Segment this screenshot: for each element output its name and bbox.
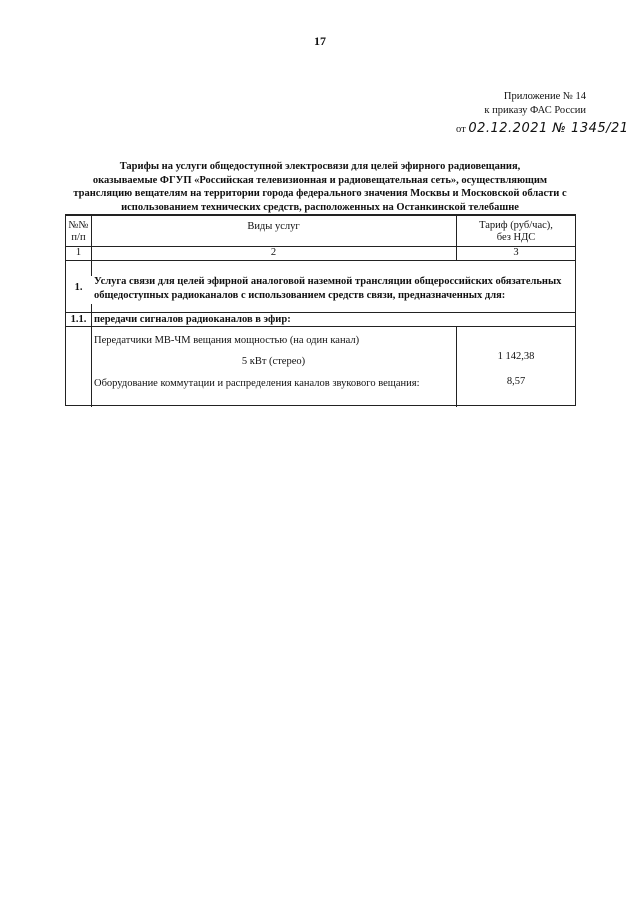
transmitters-label: Передатчики МВ-ЧМ вещания мощностью (на один канал) [94, 335, 360, 346]
appendix-block [456, 90, 629, 137]
table-divider [66, 260, 575, 261]
subsection-number: 1.1. [70, 314, 87, 325]
section-number: 1. [74, 282, 83, 293]
col-number-2: 2 [270, 247, 277, 258]
document-title [60, 160, 580, 214]
appendix-title: Приложение № 14 [503, 91, 586, 102]
tariff-table [65, 214, 576, 406]
table-divider [66, 326, 575, 327]
handwritten-reference: 02.12.2021 № 1345/21 [468, 121, 629, 136]
col-number-3: 3 [513, 247, 519, 258]
title-line-2: оказываемые ФГУП «Российская телевизионная и радиовещательная сеть», осуществляющим [92, 174, 548, 186]
equipment-tariff: 8,57 [506, 376, 526, 387]
title-line-1: Тарифы на услуги общедоступной электросвязи для целей эфирного радиовещания, [119, 161, 521, 172]
power-label: 5 кВт (стерео) [241, 356, 306, 367]
table-divider [456, 326, 457, 407]
title-line-3: трансляцию вещателям на территории города федерального значения Москвы и Московской области с [73, 188, 567, 200]
title-line-4: использованием технических средств, расположенных на Останкинской телебашне [121, 201, 519, 213]
col-number-1: 1 [75, 247, 82, 258]
table-divider [66, 312, 575, 313]
appendix-order: к приказу ФАС России [484, 105, 586, 116]
header-service: Виды услуг [247, 221, 300, 232]
equipment-label: Оборудование коммутации и распределения каналов звукового вещания: [94, 378, 420, 389]
power-tariff: 1 142,38 [497, 351, 535, 362]
header-tariff: Тариф (руб/час), без НДС [479, 220, 553, 243]
appendix-date-prefix: от [456, 124, 466, 135]
header-num: №№ п/п [68, 220, 89, 243]
section-text: Услуга связи для целей эфирной аналоговой наземной трансляции общероссийских обязательных общедоступных радиоканалов с использованием средств связи, предназначенных для: [94, 276, 562, 301]
subsection-text: передачи сигналов радиоканалов в эфир: [94, 314, 291, 325]
page-number: 17 [314, 34, 326, 48]
appendix-date-line [456, 121, 629, 137]
